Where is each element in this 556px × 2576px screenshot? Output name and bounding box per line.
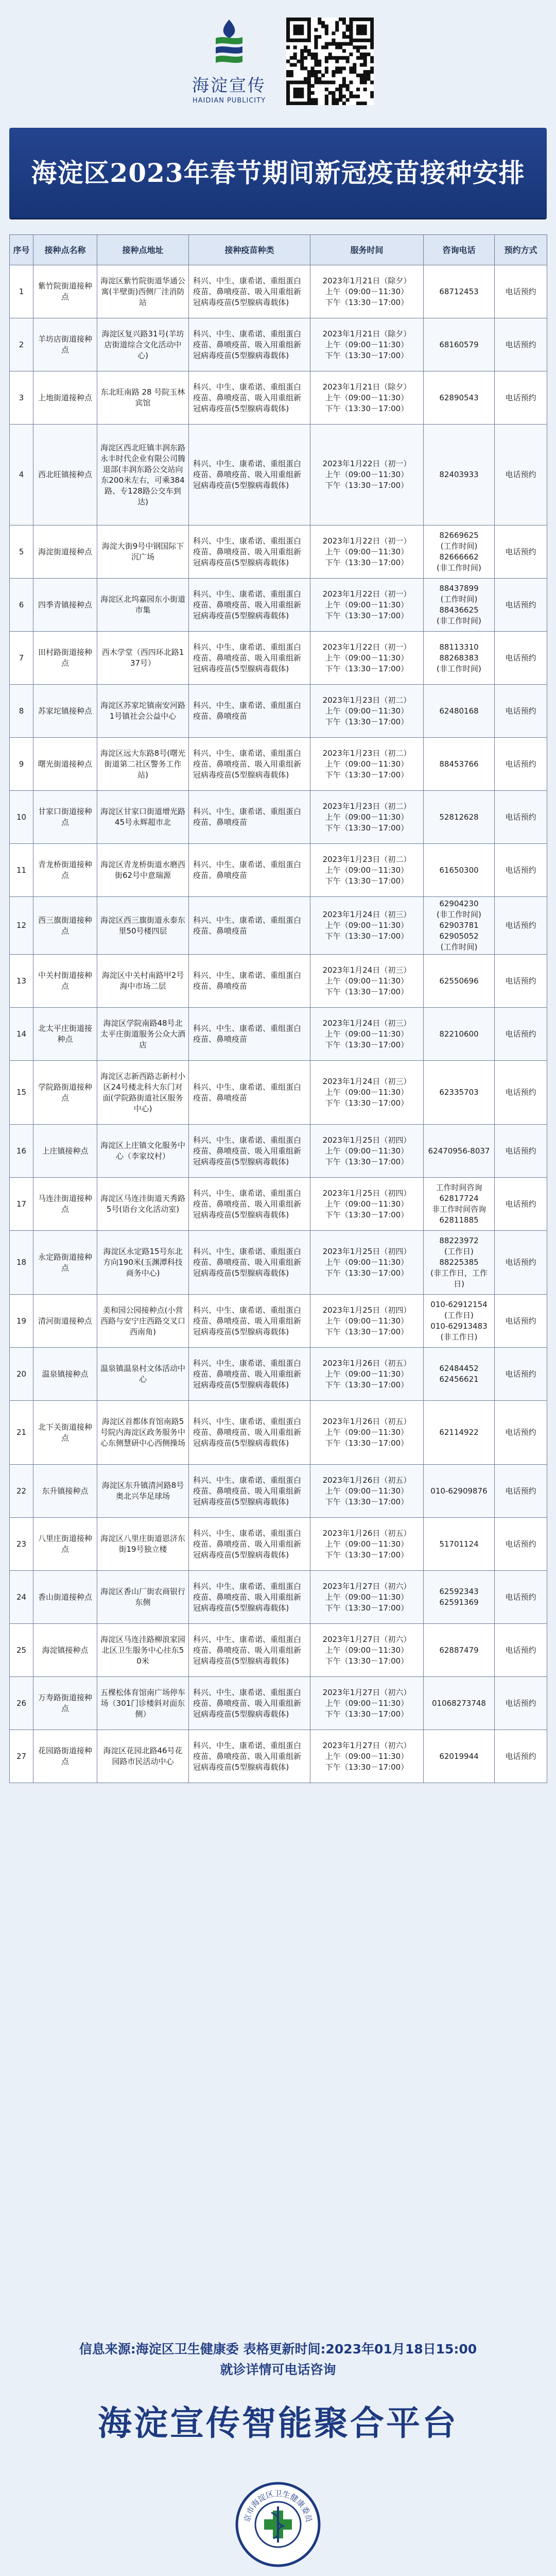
cell-booking: 电话预约 xyxy=(495,791,547,844)
cell-service-time: 2023年1月25日（初四） 上午（09:00－11:30） 下午（13:30－17:00） xyxy=(310,1178,424,1231)
cell-booking: 电话预约 xyxy=(495,318,547,371)
table-row xyxy=(10,371,547,425)
cell-site-name: 八里庄街道接种点 xyxy=(33,1518,97,1571)
cell-service-time: 2023年1月26日（初五） 上午（09:00－11:30） 下午（13:30－17:00） xyxy=(310,1465,424,1518)
cell-phone[interactable]: 工作时间咨询 62817724 非工作时间咨询 62811885 xyxy=(424,1178,495,1231)
cell-vaccine-type: 科兴、中生、康希诺、重组蛋白疫苗、鼻喷疫苗、吸入用重组新冠病毒疫苗(5型腺病毒载体) xyxy=(189,1571,310,1624)
cell-booking: 电话预约 xyxy=(495,425,547,526)
table-row xyxy=(10,1348,547,1401)
cell-booking: 电话预约 xyxy=(495,1295,547,1348)
cell-site-address: 海淀区紫竹院街道华通公寓(半壁街)西侧厂洼消防站 xyxy=(97,265,189,318)
footer-info xyxy=(0,2339,556,2380)
cell-site-name: 永定路街道接种点 xyxy=(33,1231,97,1295)
cell-phone[interactable]: 62019944 xyxy=(424,1730,495,1783)
cell-site-address: 温泉镇温泉村文体活动中心 xyxy=(97,1348,189,1401)
cell-site-address: 海淀区远大东路8号(曙光街道第二社区警务工作站) xyxy=(97,738,189,791)
cell-phone[interactable]: 62114922 xyxy=(424,1401,495,1465)
table-row xyxy=(10,1624,547,1677)
cell-no: 25 xyxy=(10,1624,33,1677)
table-header-row xyxy=(10,235,547,265)
cell-site-name: 西三旗街道接种点 xyxy=(33,897,97,955)
cell-site-name: 上庄镇接种点 xyxy=(33,1125,97,1178)
consult-tip: 就诊详情可电话咨询 xyxy=(220,2362,336,2377)
table-row xyxy=(10,738,547,791)
cell-phone[interactable]: 82403933 xyxy=(424,425,495,526)
cell-site-address: 海淀区中关村南路甲2号海中市场二层 xyxy=(97,955,189,1008)
cell-booking: 电话预约 xyxy=(495,897,547,955)
cell-service-time: 2023年1月23日（初二） 上午（09:00－11:30） 下午（13:30－17:00） xyxy=(310,844,424,897)
cell-booking: 电话预约 xyxy=(495,1008,547,1061)
table-row xyxy=(10,632,547,685)
table-row xyxy=(10,1125,547,1178)
cell-site-name: 海淀街道接种点 xyxy=(33,526,97,579)
cell-site-address: 海淀区西三旗街道永泰东里50号楼四层 xyxy=(97,897,189,955)
qr-code[interactable] xyxy=(286,18,374,105)
cell-phone[interactable]: 61650300 xyxy=(424,844,495,897)
header-vaccine-type: 接种疫苗种类 xyxy=(189,235,310,265)
cell-vaccine-type: 科兴、中生、康希诺、重组蛋白疫苗、鼻喷疫苗 xyxy=(189,844,310,897)
cell-service-time: 2023年1月24日（初三） 上午（09:00－11:30） 下午（13:30－17:00） xyxy=(310,955,424,1008)
cell-booking: 电话预约 xyxy=(495,1518,547,1571)
cell-booking: 电话预约 xyxy=(495,579,547,632)
cell-service-time: 2023年1月21日（除夕） 上午（09:00－11:30） 下午（13:30－17:00） xyxy=(310,371,424,425)
cell-site-address: 海淀大街9号中钢国际下沉广场 xyxy=(97,526,189,579)
cell-site-name: 曙光街道接种点 xyxy=(33,738,97,791)
cell-no: 21 xyxy=(10,1401,33,1465)
cell-booking: 电话预约 xyxy=(495,955,547,1008)
cell-no: 6 xyxy=(10,579,33,632)
cell-vaccine-type: 科兴、中生、康希诺、重组蛋白疫苗、鼻喷疫苗 xyxy=(189,1061,310,1125)
cell-booking: 电话预约 xyxy=(495,265,547,318)
cell-vaccine-type: 科兴、中生、康希诺、重组蛋白疫苗、鼻喷疫苗、吸入用重组新冠病毒疫苗(5型腺病毒载体) xyxy=(189,1730,310,1783)
cell-site-address: 西木学堂（西四环北路137号） xyxy=(97,632,189,685)
cell-vaccine-type: 科兴、中生、康希诺、重组蛋白疫苗、鼻喷疫苗 xyxy=(189,1008,310,1061)
cell-phone[interactable]: 62887479 xyxy=(424,1624,495,1677)
cell-no: 14 xyxy=(10,1008,33,1061)
cell-service-time: 2023年1月26日（初五） 上午（09:00－11:30） 下午（13:30－17:00） xyxy=(310,1401,424,1465)
cell-phone[interactable]: 88437899 (工作时间) 88436625 (非工作时间) xyxy=(424,579,495,632)
cell-site-name: 青龙桥街道接种点 xyxy=(33,844,97,897)
cell-site-address: 东北旺南路 28 号院玉林宾馆 xyxy=(97,371,189,425)
cell-site-address: 海淀区北坞嘉园东小街道市集 xyxy=(97,579,189,632)
table-row xyxy=(10,897,547,955)
cell-vaccine-type: 科兴、中生、康希诺、重组蛋白疫苗、鼻喷疫苗 xyxy=(189,897,310,955)
cell-service-time: 2023年1月21日（除夕） 上午（09:00－11:30） 下午（13:30－17:00） xyxy=(310,318,424,371)
cell-site-address: 海淀区青龙桥街道水磨西街62号中意瑞源 xyxy=(97,844,189,897)
cell-vaccine-type: 科兴、中生、康希诺、重组蛋白疫苗、鼻喷疫苗、吸入用重组新冠病毒疫苗(5型腺病毒载体) xyxy=(189,425,310,526)
cell-phone[interactable]: 010-62909876 xyxy=(424,1465,495,1518)
cell-site-address: 海淀区志新西路志新村小区24号楼北科大东门对面(学院路街道社区服务中心) xyxy=(97,1061,189,1125)
cell-site-name: 四季青镇接种点 xyxy=(33,579,97,632)
header-site-address: 接种点地址 xyxy=(97,235,189,265)
cell-phone[interactable]: 62550696 xyxy=(424,955,495,1008)
cell-site-name: 东升镇接种点 xyxy=(33,1465,97,1518)
cell-no: 11 xyxy=(10,844,33,897)
haidian-publicity-logo xyxy=(180,14,278,112)
header-service-time: 服务时间 xyxy=(310,235,424,265)
cell-vaccine-type: 科兴、中生、康希诺、重组蛋白疫苗、鼻喷疫苗、吸入用重组新冠病毒疫苗(5型腺病毒载体) xyxy=(189,1295,310,1348)
cell-site-address: 海淀区花园北路46号花园路市民活动中心 xyxy=(97,1730,189,1783)
cell-booking: 电话预约 xyxy=(495,1401,547,1465)
cell-no: 19 xyxy=(10,1295,33,1348)
cell-booking: 电话预约 xyxy=(495,1178,547,1231)
cell-site-name: 苏家坨镇接种点 xyxy=(33,685,97,738)
cell-service-time: 2023年1月25日（初四） 上午（09:00－11:30） 下午（13:30－17:00） xyxy=(310,1231,424,1295)
cell-site-name: 羊坊店街道接种点 xyxy=(33,318,97,371)
cell-no: 27 xyxy=(10,1730,33,1783)
cell-site-name: 海淀镇接种点 xyxy=(33,1624,97,1677)
cell-phone[interactable]: 62470956-8037 xyxy=(424,1125,495,1178)
cell-site-address: 海淀区香山厂街农商银行东侧 xyxy=(97,1571,189,1624)
cell-no: 18 xyxy=(10,1231,33,1295)
cell-site-name: 马连洼街道接种点 xyxy=(33,1178,97,1231)
cell-booking: 电话预约 xyxy=(495,1348,547,1401)
cell-booking: 电话预约 xyxy=(495,1730,547,1783)
cell-booking: 电话预约 xyxy=(495,1231,547,1295)
cell-vaccine-type: 科兴、中生、康希诺、重组蛋白疫苗、鼻喷疫苗、吸入用重组新冠病毒疫苗(5型腺病毒载体) xyxy=(189,526,310,579)
cell-service-time: 2023年1月27日（初六） 上午（09:00－11:30） 下午（13:30－17:00） xyxy=(310,1571,424,1624)
cell-site-name: 上地街道接种点 xyxy=(33,371,97,425)
cell-no: 24 xyxy=(10,1571,33,1624)
cell-phone[interactable]: 62592343 62591369 xyxy=(424,1571,495,1624)
cell-no: 8 xyxy=(10,685,33,738)
logo-subtitle: HAIDIAN PUBLICITY xyxy=(192,97,266,105)
cell-phone[interactable]: 88453766 xyxy=(424,738,495,791)
cell-vaccine-type: 科兴、中生、康希诺、重组蛋白疫苗、鼻喷疫苗、吸入用重组新冠病毒疫苗(5型腺病毒载体) xyxy=(189,371,310,425)
logo-name: 海淀宣传 xyxy=(192,75,266,95)
cell-site-name: 花园路街道接种点 xyxy=(33,1730,97,1783)
cell-site-name: 清河街道接种点 xyxy=(33,1295,97,1348)
cell-vaccine-type: 科兴、中生、康希诺、重组蛋白疫苗、鼻喷疫苗、吸入用重组新冠病毒疫苗(5型腺病毒载体) xyxy=(189,579,310,632)
cell-no: 9 xyxy=(10,738,33,791)
page-title: 海淀区2023年春节期间新冠疫苗接种安排 xyxy=(9,128,547,218)
cell-site-address: 海淀区东升镇清河路8号奥北兴华足球场 xyxy=(97,1465,189,1518)
cell-site-name: 万寿路街道接种点 xyxy=(33,1677,97,1730)
table-row xyxy=(10,1231,547,1295)
cell-no: 26 xyxy=(10,1677,33,1730)
cell-no: 5 xyxy=(10,526,33,579)
cell-phone[interactable]: 62484452 62456621 xyxy=(424,1348,495,1401)
cell-no: 10 xyxy=(10,791,33,844)
cell-vaccine-type: 科兴、中生、康希诺、重组蛋白疫苗、鼻喷疫苗 xyxy=(189,685,310,738)
header-no: 序号 xyxy=(10,235,33,265)
cell-site-address: 海淀区马连洼街道天秀路5号(语台文化活动室) xyxy=(97,1178,189,1231)
table-row xyxy=(10,579,547,632)
cell-vaccine-type: 科兴、中生、康希诺、重组蛋白疫苗、鼻喷疫苗 xyxy=(189,955,310,1008)
cell-service-time: 2023年1月24日（初三） 上午（09:00－11:30） 下午（13:30－17:00） xyxy=(310,1061,424,1125)
table-row xyxy=(10,1677,547,1730)
cell-booking: 电话预约 xyxy=(495,1571,547,1624)
table-row xyxy=(10,685,547,738)
table-row xyxy=(10,1730,547,1783)
cell-site-address: 海淀区首都体育馆南路5号院内海淀区政务服务中心东侧慧研中心西侧操场 xyxy=(97,1401,189,1465)
cell-vaccine-type: 科兴、中生、康希诺、重组蛋白疫苗、鼻喷疫苗、吸入用重组新冠病毒疫苗(5型腺病毒载体) xyxy=(189,1125,310,1178)
cell-booking: 电话预约 xyxy=(495,738,547,791)
cell-no: 7 xyxy=(10,632,33,685)
cell-site-address: 海淀区学院南路48号北太平庄街道服务公众大酒店 xyxy=(97,1008,189,1061)
svg-text:北京市海淀区卫生健康委员会: 京市海淀区卫生健康委员 xyxy=(242,2489,314,2523)
cell-phone[interactable]: 010-62912154 (工作日) 010-62913483 (非工作日) xyxy=(424,1295,495,1348)
cell-phone[interactable]: 88223972 (工作日) 88225385 (非工作日，工作日) xyxy=(424,1231,495,1295)
table-row xyxy=(10,1401,547,1465)
table-row xyxy=(10,955,547,1008)
cell-vaccine-type: 科兴、中生、康希诺、重组蛋白疫苗、鼻喷疫苗、吸入用重组新冠病毒疫苗(5型腺病毒载体) xyxy=(189,318,310,371)
table-row xyxy=(10,1518,547,1571)
cell-site-address: 海淀区苏家坨镇南安河路1号镇社会公益中心 xyxy=(97,685,189,738)
cell-site-name: 甘家口街道接种点 xyxy=(33,791,97,844)
table-row xyxy=(10,1465,547,1518)
table-row xyxy=(10,1061,547,1125)
cell-no: 1 xyxy=(10,265,33,318)
cell-service-time: 2023年1月22日（初一） 上午（09:00－11:30） 下午（13:30－17:00） xyxy=(310,425,424,526)
cell-booking: 电话预约 xyxy=(495,1125,547,1178)
cell-service-time: 2023年1月24日（初三） 上午（09:00－11:30） 下午（13:30－17:00） xyxy=(310,1008,424,1061)
cell-service-time: 2023年1月23日（初二） 上午（09:00－11:30） 下午（13:30－17:00） xyxy=(310,685,424,738)
cell-service-time: 2023年1月27日（初六） 上午（09:00－11:30） 下午（13:30－17:00） xyxy=(310,1730,424,1783)
cell-no: 13 xyxy=(10,955,33,1008)
cell-vaccine-type: 科兴、中生、康希诺、重组蛋白疫苗、鼻喷疫苗、吸入用重组新冠病毒疫苗(5型腺病毒载体) xyxy=(189,1465,310,1518)
cell-service-time: 2023年1月27日（初六） 上午（09:00－11:30） 下午（13:30－17:00） xyxy=(310,1624,424,1677)
cell-phone[interactable]: 82669625 (工作时间) 82666662 (非工作时间) xyxy=(424,526,495,579)
cell-phone[interactable]: 88113310 88268383 (非工作时间) xyxy=(424,632,495,685)
cell-site-address: 海淀区甘家口街道增光路45号永辉超市北 xyxy=(97,791,189,844)
cell-phone[interactable]: 82210600 xyxy=(424,1008,495,1061)
cell-no: 3 xyxy=(10,371,33,425)
cell-service-time: 2023年1月27日（初六） 上午（09:00－11:30） 下午（13:30－17:00） xyxy=(310,1677,424,1730)
cell-site-address: 海淀区永定路15号东北方向190米(玉渊潭科技商务中心) xyxy=(97,1231,189,1295)
cell-service-time: 2023年1月26日（初五） 上午（09:00－11:30） 下午（13:30－17:00） xyxy=(310,1348,424,1401)
cell-site-address: 五棵松体育馆南广场停车场（301门诊楼斜对面东侧） xyxy=(97,1677,189,1730)
cell-vaccine-type: 科兴、中生、康希诺、重组蛋白疫苗、鼻喷疫苗、吸入用重组新冠病毒疫苗(5型腺病毒载体) xyxy=(189,1677,310,1730)
header-site-name: 接种点名称 xyxy=(33,235,97,265)
cell-booking: 电话预约 xyxy=(495,526,547,579)
table-row xyxy=(10,318,547,371)
cell-site-address: 海淀区西北旺镇丰润东路永丰时代企业有限公司腾退部(丰润东路公交站向东200米左右，可乘384路、专128路公交车到达) xyxy=(97,425,189,526)
cell-service-time: 2023年1月22日（初一） 上午（09:00－11:30） 下午（13:30－17:00） xyxy=(310,632,424,685)
cell-no: 16 xyxy=(10,1125,33,1178)
cell-vaccine-type: 科兴、中生、康希诺、重组蛋白疫苗、鼻喷疫苗、吸入用重组新冠病毒疫苗(5型腺病毒载体) xyxy=(189,1401,310,1465)
cell-phone[interactable]: 68712453 xyxy=(424,265,495,318)
cell-vaccine-type: 科兴、中生、康希诺、重组蛋白疫苗、鼻喷疫苗、吸入用重组新冠病毒疫苗(5型腺病毒载体) xyxy=(189,738,310,791)
cell-site-address: 海淀区马连洼路柳浪家园北区卫生服务中心往东50米 xyxy=(97,1624,189,1677)
cell-booking: 电话预约 xyxy=(495,371,547,425)
cell-service-time: 2023年1月21日（除夕） 上午（09:00－11:30） 下午（13:30－17:00） xyxy=(310,265,424,318)
cell-phone[interactable]: 62890543 xyxy=(424,371,495,425)
cell-phone[interactable]: 01068273748 xyxy=(424,1677,495,1730)
cell-service-time: 2023年1月24日（初三） 上午（09:00－11:30） 下午（13:30－17:00） xyxy=(310,897,424,955)
cell-no: 23 xyxy=(10,1518,33,1571)
cell-phone[interactable]: 62480168 xyxy=(424,685,495,738)
cell-site-address: 海淀区上庄镇文化服务中心（李家坟村） xyxy=(97,1125,189,1178)
header-phone: 咨询电话 xyxy=(424,235,495,265)
cell-no: 12 xyxy=(10,897,33,955)
page-header xyxy=(0,0,556,116)
source-line: 信息来源:海淀区卫生健康委 表格更新时间:2023年01月18日15:00 xyxy=(79,2342,477,2357)
table-row xyxy=(10,526,547,579)
cell-site-address: 海淀区复兴路31号(羊坊店街道综合文化活动中心) xyxy=(97,318,189,371)
cell-site-name: 北太平庄街道接种点 xyxy=(33,1008,97,1061)
cell-service-time: 2023年1月26日（初五） 上午（09:00－11:30） 下午（13:30－17:00） xyxy=(310,1518,424,1571)
cell-site-name: 中关村街道接种点 xyxy=(33,955,97,1008)
cell-vaccine-type: 科兴、中生、康希诺、重组蛋白疫苗、鼻喷疫苗、吸入用重组新冠病毒疫苗(5型腺病毒载体) xyxy=(189,1348,310,1401)
platform-name: 海淀宣传智能聚合平台 xyxy=(98,2403,458,2443)
cell-phone[interactable]: 62335703 xyxy=(424,1061,495,1125)
health-commission-seal xyxy=(234,2481,322,2568)
table-row xyxy=(10,1295,547,1348)
cell-booking: 电话预约 xyxy=(495,1677,547,1730)
cell-site-name: 香山街道接种点 xyxy=(33,1571,97,1624)
table-row xyxy=(10,265,547,318)
cell-vaccine-type: 科兴、中生、康希诺、重组蛋白疫苗、鼻喷疫苗 xyxy=(189,791,310,844)
cell-site-address: 美和园公园接种点(小营西路与安宁庄西路交叉口西南角) xyxy=(97,1295,189,1348)
cell-no: 15 xyxy=(10,1061,33,1125)
cell-phone[interactable]: 52812628 xyxy=(424,791,495,844)
cell-vaccine-type: 科兴、中生、康希诺、重组蛋白疫苗、鼻喷疫苗、吸入用重组新冠病毒疫苗(5型腺病毒载体) xyxy=(189,1624,310,1677)
cell-service-time: 2023年1月25日（初四） 上午（09:00－11:30） 下午（13:30－17:00） xyxy=(310,1295,424,1348)
cell-service-time: 2023年1月23日（初二） 上午（09:00－11:30） 下午（13:30－17:00） xyxy=(310,791,424,844)
table-row xyxy=(10,791,547,844)
cell-no: 20 xyxy=(10,1348,33,1401)
cell-site-name: 温泉镇接种点 xyxy=(33,1348,97,1401)
cell-vaccine-type: 科兴、中生、康希诺、重组蛋白疫苗、鼻喷疫苗、吸入用重组新冠病毒疫苗(5型腺病毒载体) xyxy=(189,1518,310,1571)
qr-code-icon xyxy=(286,18,374,105)
cell-booking: 电话预约 xyxy=(495,844,547,897)
cell-site-name: 学院路街道接种点 xyxy=(33,1061,97,1125)
cell-vaccine-type: 科兴、中生、康希诺、重组蛋白疫苗、鼻喷疫苗、吸入用重组新冠病毒疫苗(5型腺病毒载体) xyxy=(189,1178,310,1231)
cell-no: 4 xyxy=(10,425,33,526)
cell-no: 2 xyxy=(10,318,33,371)
table-row xyxy=(10,1571,547,1624)
cell-no: 22 xyxy=(10,1465,33,1518)
table-row xyxy=(10,425,547,526)
seal-emblem-icon xyxy=(234,2481,322,2568)
cell-service-time: 2023年1月25日（初四） 上午（09:00－11:30） 下午（13:30－17:00） xyxy=(310,1125,424,1178)
logo-emblem-icon xyxy=(213,18,246,64)
cell-service-time: 2023年1月22日（初一） 上午（09:00－11:30） 下午（13:30－17:00） xyxy=(310,526,424,579)
cell-booking: 电话预约 xyxy=(495,1061,547,1125)
cell-booking: 电话预约 xyxy=(495,1465,547,1518)
cell-phone[interactable]: 51701124 xyxy=(424,1518,495,1571)
cell-service-time: 2023年1月22日（初一） 上午（09:00－11:30） 下午（13:30－17:00） xyxy=(310,579,424,632)
cell-no: 17 xyxy=(10,1178,33,1231)
cell-site-name: 北下关街道接种点 xyxy=(33,1401,97,1465)
cell-site-name: 西北旺镇接种点 xyxy=(33,425,97,526)
cell-vaccine-type: 科兴、中生、康希诺、重组蛋白疫苗、鼻喷疫苗、吸入用重组新冠病毒疫苗(5型腺病毒载体) xyxy=(189,632,310,685)
cell-booking: 电话预约 xyxy=(495,685,547,738)
cell-vaccine-type: 科兴、中生、康希诺、重组蛋白疫苗、鼻喷疫苗、吸入用重组新冠病毒疫苗(5型腺病毒载体) xyxy=(189,1231,310,1295)
cell-site-address: 海淀区八里庄街道恩济东街19号独立楼 xyxy=(97,1518,189,1571)
table-row xyxy=(10,844,547,897)
cell-booking: 电话预约 xyxy=(495,632,547,685)
header-booking: 预约方式 xyxy=(495,235,547,265)
table-row xyxy=(10,1008,547,1061)
cell-phone[interactable]: 68160579 xyxy=(424,318,495,371)
cell-vaccine-type: 科兴、中生、康希诺、重组蛋白疫苗、鼻喷疫苗、吸入用重组新冠病毒疫苗(5型腺病毒载体) xyxy=(189,265,310,318)
table-row xyxy=(10,1178,547,1231)
cell-site-name: 田村路街道接种点 xyxy=(33,632,97,685)
cell-booking: 电话预约 xyxy=(495,1624,547,1677)
vaccination-schedule-table xyxy=(9,234,547,1783)
cell-site-name: 紫竹院街道接种点 xyxy=(33,265,97,318)
cell-service-time: 2023年1月23日（初二） 上午（09:00－11:30） 下午（13:30－17:00） xyxy=(310,738,424,791)
cell-phone[interactable]: 62904230 (非工作时间) 62903781 62905052 (工作时间) xyxy=(424,897,495,955)
